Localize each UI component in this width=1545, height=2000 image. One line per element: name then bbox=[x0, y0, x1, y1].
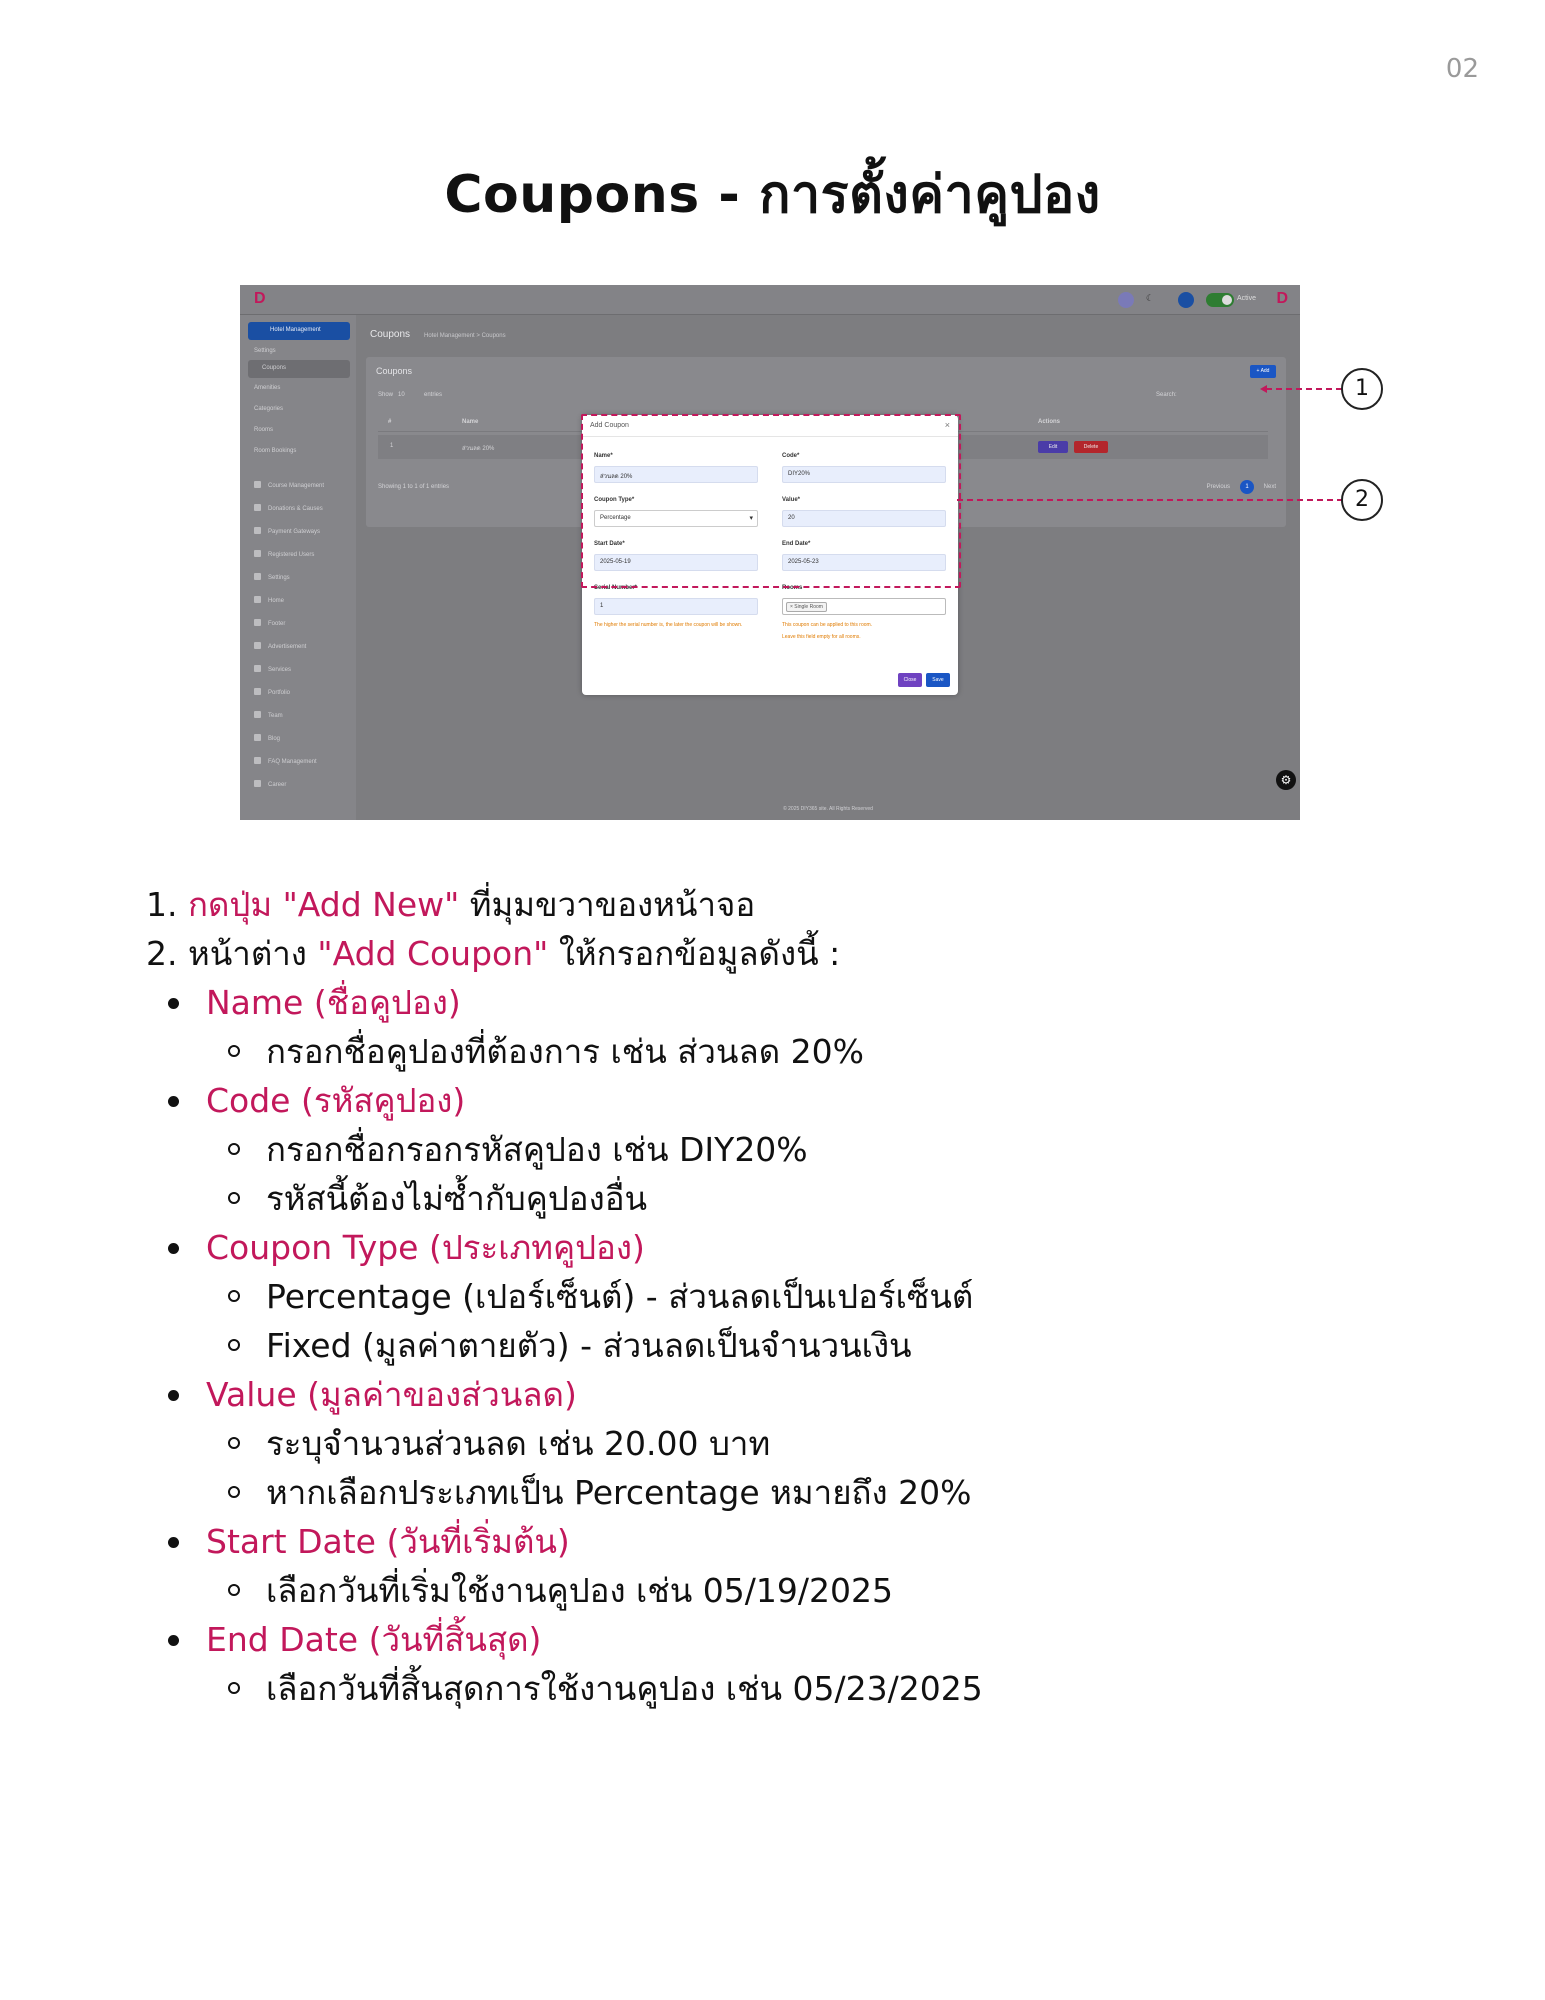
callout-marker-1: 1 bbox=[1341, 368, 1383, 410]
sidebar-subitem-coupons[interactable]: Coupons bbox=[248, 360, 350, 378]
close-icon[interactable]: × bbox=[944, 420, 950, 430]
footer: © 2025 DIY365 site. All Rights Reserved bbox=[783, 806, 873, 812]
sidebar-section[interactable]: Career bbox=[254, 780, 286, 788]
sidebar-subitem[interactable]: Categories bbox=[254, 406, 284, 412]
card-title: Coupons bbox=[376, 366, 413, 376]
field-note: เลือกวันที่เริ่มใช้งานคูปอง เช่น 05/19/2025 bbox=[146, 1566, 1446, 1615]
sidebar-subitem[interactable]: Rooms bbox=[254, 427, 274, 433]
field-note: รหัสนี้ต้องไม่ซ้ำกับคูปองอื่น bbox=[146, 1174, 1446, 1223]
active-label: Active bbox=[1236, 295, 1256, 302]
value-field[interactable]: 20 bbox=[782, 510, 946, 527]
section-icon bbox=[254, 481, 261, 488]
highlight-box bbox=[581, 414, 961, 588]
sidebar-section[interactable]: Registered Users bbox=[254, 550, 314, 558]
moon-icon[interactable]: ☾ bbox=[1145, 293, 1154, 303]
name-label: Name* bbox=[594, 453, 613, 459]
add-new-button[interactable]: + Add bbox=[1250, 365, 1276, 378]
sidebar-section[interactable]: Home bbox=[254, 596, 284, 604]
app-topbar bbox=[240, 285, 1300, 315]
close-button[interactable]: Close bbox=[898, 673, 922, 687]
breadcrumb: Coupons Hotel Management > Coupons bbox=[370, 329, 506, 340]
section-icon bbox=[254, 734, 261, 741]
sidebar-section[interactable]: Services bbox=[254, 665, 291, 673]
section-icon bbox=[254, 642, 261, 649]
section-icon bbox=[254, 550, 261, 557]
name-field[interactable]: ส่วนลด 20% bbox=[594, 466, 758, 483]
bullet-icon bbox=[168, 1390, 179, 1401]
field-note: Fixed (มูลค่าตายตัว) - ส่วนลดเป็นจำนวนเงิน bbox=[146, 1321, 1446, 1370]
search-label: Search: bbox=[1156, 392, 1177, 398]
col-actions: Actions bbox=[1038, 419, 1061, 425]
sidebar-section[interactable]: Portfolio bbox=[254, 688, 290, 696]
gear-icon[interactable]: ⚙ bbox=[1276, 770, 1296, 790]
callout-line-2 bbox=[957, 499, 1343, 501]
field-start-date: Start Date (วันที่เริ่มต้น) bbox=[146, 1517, 1446, 1566]
bullet-icon bbox=[168, 1635, 179, 1646]
field-coupon-type: Coupon Type (ประเภทคูปอง) bbox=[146, 1223, 1446, 1272]
active-toggle[interactable] bbox=[1206, 293, 1234, 307]
circle-bullet-icon bbox=[228, 1584, 240, 1596]
code-field[interactable]: DIY20% bbox=[782, 466, 946, 483]
room-chip[interactable]: × Single Room bbox=[786, 602, 827, 612]
pagination-previous[interactable]: Previous bbox=[1206, 484, 1230, 490]
start-date-label: Start Date* bbox=[594, 541, 625, 547]
sidebar-section[interactable]: Blog bbox=[254, 734, 280, 742]
col-name: Name bbox=[462, 419, 479, 425]
step-2: 2. หน้าต่าง "Add Coupon" ให้กรอกข้อมูลดังนี้ : bbox=[146, 934, 841, 973]
sidebar-section[interactable]: Team bbox=[254, 711, 283, 719]
start-date-field[interactable]: 2025-05-19 bbox=[594, 554, 758, 571]
section-icon bbox=[254, 596, 261, 603]
value-label: Value* bbox=[782, 497, 801, 503]
sidebar-subitem[interactable]: Room Bookings bbox=[254, 448, 297, 454]
rooms-select[interactable] bbox=[782, 598, 946, 615]
sidebar-section[interactable]: Payment Gateways bbox=[254, 527, 320, 535]
edit-button[interactable]: Edit bbox=[1038, 441, 1068, 453]
avatar[interactable] bbox=[1178, 292, 1194, 308]
sidebar-section[interactable]: Settings bbox=[254, 573, 290, 581]
sidebar bbox=[240, 315, 356, 820]
pagination-next[interactable]: Next bbox=[1263, 484, 1276, 490]
section-icon bbox=[254, 688, 261, 695]
entries-select[interactable]: 10 bbox=[398, 392, 405, 398]
circle-bullet-icon bbox=[228, 1486, 240, 1498]
field-code: Code (รหัสคูปอง) bbox=[146, 1076, 1446, 1125]
field-note: หากเลือกประเภทเป็น Percentage หมายถึง 20% bbox=[146, 1468, 1446, 1517]
code-label: Code* bbox=[782, 453, 800, 459]
serial-hint: The higher the serial number is, the later the coupon will be shown. bbox=[594, 622, 743, 628]
page-title: Coupons - การตั้งค่าคูปอง bbox=[444, 165, 1101, 225]
sidebar-section[interactable]: Donations & Causes bbox=[254, 504, 323, 512]
sidebar-section[interactable]: FAQ Management bbox=[254, 757, 317, 765]
end-date-label: End Date* bbox=[782, 541, 811, 547]
showing-text: Showing 1 to 1 of 1 entries bbox=[378, 484, 450, 490]
sidebar-section[interactable]: Advertisement bbox=[254, 642, 306, 650]
field-value: Value (มูลค่าของส่วนลด) bbox=[146, 1370, 1446, 1419]
bullet-icon bbox=[168, 1096, 179, 1107]
serial-number-field[interactable]: 1 bbox=[594, 598, 758, 615]
field-end-date: End Date (วันที่สิ้นสุด) bbox=[146, 1615, 1446, 1664]
section-icon bbox=[254, 757, 261, 764]
coupon-type-label: Coupon Type* bbox=[594, 497, 635, 503]
serial-number-label: Serial Number* bbox=[594, 585, 638, 591]
section-icon bbox=[254, 504, 261, 511]
pagination-page[interactable]: 1 bbox=[1240, 480, 1254, 494]
col-index: # bbox=[388, 419, 392, 425]
section-icon bbox=[254, 711, 261, 718]
circle-bullet-icon bbox=[228, 1143, 240, 1155]
circle-bullet-icon bbox=[228, 1339, 240, 1351]
field-note: กรอกชื่อกรอกรหัสคูปอง เช่น DIY20% bbox=[146, 1125, 1446, 1174]
row-index: 1 bbox=[390, 443, 394, 449]
theme-icon[interactable] bbox=[1118, 292, 1134, 308]
modal-title: Add Coupon bbox=[590, 422, 629, 429]
end-date-field[interactable]: 2025-05-23 bbox=[782, 554, 946, 571]
sidebar-subitem[interactable]: Amenities bbox=[254, 385, 281, 391]
row-name: ส่วนลด 20% bbox=[462, 446, 495, 452]
field-note: ระบุจำนวนส่วนลด เช่น 20.00 บาท bbox=[146, 1419, 1446, 1468]
bullet-icon bbox=[168, 1537, 179, 1548]
step-1: 1. กดปุ่ม "Add New" ที่มุมขวาของหน้าจอ bbox=[146, 885, 756, 924]
callout-marker-2: 2 bbox=[1341, 479, 1383, 521]
rooms-label: Rooms bbox=[782, 585, 803, 591]
circle-bullet-icon bbox=[228, 1437, 240, 1449]
circle-bullet-icon bbox=[228, 1045, 240, 1057]
bullet-icon bbox=[168, 1243, 179, 1254]
field-note: เลือกวันที่สิ้นสุดการใช้งานคูปอง เช่น 05/23/2025 bbox=[146, 1664, 1446, 1713]
sidebar-section[interactable]: Course Management bbox=[254, 481, 324, 489]
section-icon bbox=[254, 780, 261, 787]
page-number: 02 bbox=[1445, 54, 1479, 84]
sidebar-subitem[interactable]: Settings bbox=[254, 348, 276, 354]
section-icon bbox=[254, 665, 261, 672]
sidebar-item-hotel-management[interactable]: Hotel Management bbox=[248, 322, 350, 340]
sidebar-section[interactable]: Footer bbox=[254, 619, 285, 627]
field-name: Name (ชื่อคูปอง) bbox=[146, 978, 1446, 1027]
circle-bullet-icon bbox=[228, 1682, 240, 1694]
bullet-icon bbox=[168, 998, 179, 1009]
field-note: กรอกชื่อคูปองที่ต้องการ เช่น ส่วนลด 20% bbox=[146, 1027, 1446, 1076]
instructions bbox=[146, 880, 1446, 1713]
circle-bullet-icon bbox=[228, 1192, 240, 1204]
entries-label: entries bbox=[424, 392, 443, 398]
logo: D bbox=[254, 290, 266, 307]
delete-button[interactable]: Delete bbox=[1074, 441, 1108, 453]
save-button[interactable]: Save bbox=[926, 673, 950, 687]
callout-line-1 bbox=[1266, 388, 1342, 390]
rooms-hint-2: Leave this field empty for all rooms. bbox=[782, 634, 861, 640]
show-label: Show bbox=[378, 392, 394, 398]
section-icon bbox=[254, 573, 261, 580]
coupon-type-select[interactable]: Percentage ▾ bbox=[594, 510, 758, 527]
rooms-hint-1: This coupon can be applied to this room. bbox=[782, 622, 873, 628]
field-note: Percentage (เปอร์เซ็นต์) - ส่วนลดเป็นเปอร์เซ็นต์ bbox=[146, 1272, 1446, 1321]
section-icon bbox=[254, 527, 261, 534]
section-icon bbox=[254, 619, 261, 626]
logo-right: D bbox=[1276, 290, 1288, 307]
circle-bullet-icon bbox=[228, 1290, 240, 1302]
